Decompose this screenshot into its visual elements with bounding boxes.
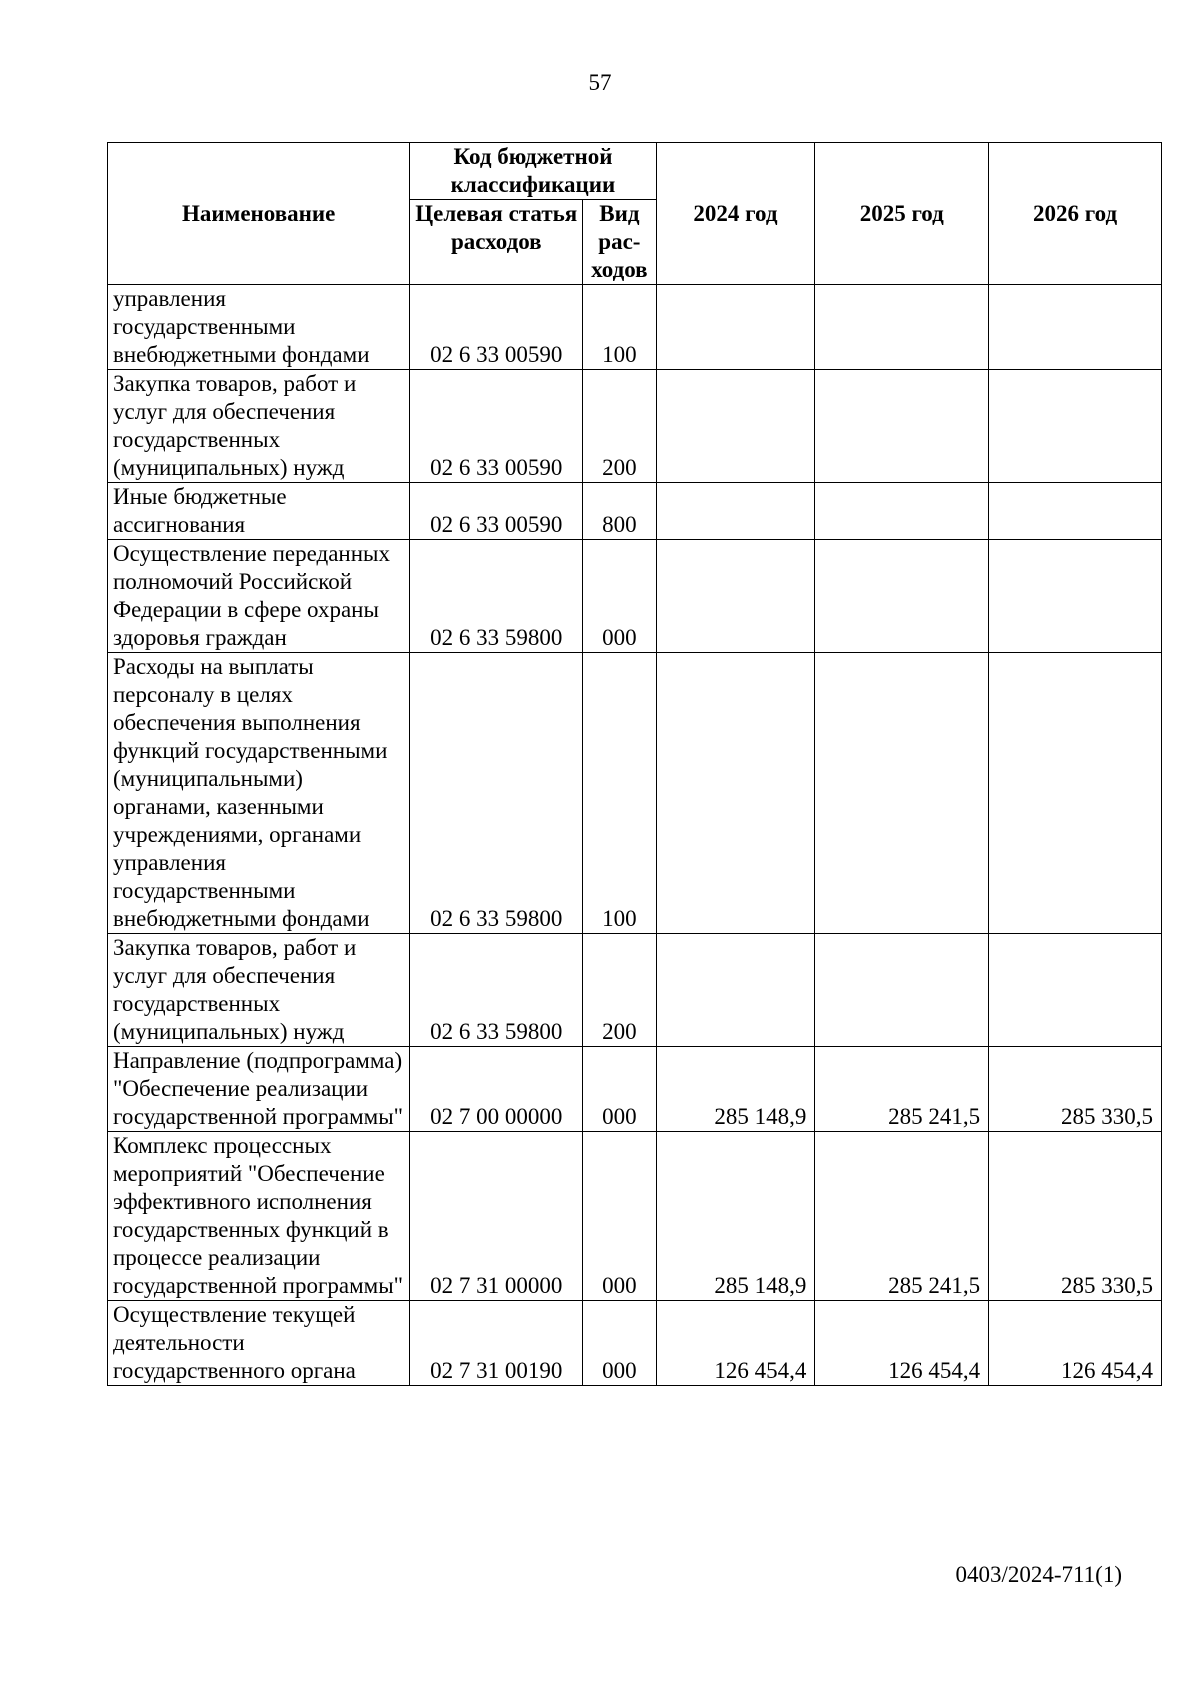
row-2025-cell [815,370,989,483]
row-2024-cell: 285 148,9 [656,1132,815,1301]
page-number: 57 [588,70,612,95]
row-2026-cell [989,483,1162,540]
row-2024-cell: 285 148,9 [656,1047,815,1132]
row-2026-cell [989,934,1162,1047]
table-body [108,285,1162,1386]
table-row [108,934,1162,1047]
row-2026-cell [989,540,1162,653]
document-number: 0403/2024-711(1) [955,1562,1122,1587]
row-expense-type-cell: 800 [583,483,656,540]
row-expense-type-cell: 200 [583,934,656,1047]
table-header [108,143,1162,285]
row-2024-cell [656,934,815,1047]
row-expense-type-cell: 000 [583,540,656,653]
row-target-article-cell: 02 6 33 59800 [410,653,583,934]
table-row [108,1047,1162,1132]
table-row [108,1132,1162,1301]
table-row [108,370,1162,483]
row-name-cell: Расходы на выплаты персоналу в целях обеспечения выполнения функций государственными (муниципальными) органами, казенными учреждениями, органами управления государственными внебюджетными фондами [108,653,410,934]
row-target-article-cell: 02 6 33 59800 [410,934,583,1047]
row-2025-cell: 285 241,5 [815,1047,989,1132]
row-target-article-cell: 02 6 33 00590 [410,370,583,483]
row-2024-cell [656,483,815,540]
row-name-cell: Осуществление текущей деятельности государственного органа [108,1301,410,1386]
row-target-article-cell: 02 6 33 00590 [410,483,583,540]
row-2025-cell [815,934,989,1047]
row-2025-cell [815,653,989,934]
header-year-2024: 2024 год [656,143,815,285]
row-name-cell: Закупка товаров, работ и услуг для обеспечения государственных (муниципальных) нужд [108,370,410,483]
row-expense-type-cell: 000 [583,1047,656,1132]
row-2026-cell: 126 454,4 [989,1301,1162,1386]
row-2024-cell: 126 454,4 [656,1301,815,1386]
table-row [108,483,1162,540]
row-2024-cell [656,370,815,483]
header-year-2025: 2025 год [815,143,989,285]
row-target-article-cell: 02 7 31 00190 [410,1301,583,1386]
row-expense-type-cell: 200 [583,370,656,483]
row-name-cell: управления государственными внебюджетными фондами [108,285,410,370]
row-2024-cell [656,653,815,934]
row-name-cell: Комплекс процессных мероприятий "Обеспечение эффективного исполнения государственных функций в процессе реализации государственной программы" [108,1132,410,1301]
row-2025-cell: 285 241,5 [815,1132,989,1301]
row-expense-type-cell: 000 [583,1301,656,1386]
row-2025-cell [815,540,989,653]
row-2024-cell [656,285,815,370]
row-target-article-cell: 02 6 33 59800 [410,540,583,653]
table-row [108,653,1162,934]
row-expense-type-cell: 000 [583,1132,656,1301]
row-2025-cell [815,483,989,540]
header-target-article: Целевая статья расходов [410,200,583,285]
row-expense-type-cell: 100 [583,285,656,370]
table-row [108,285,1162,370]
row-target-article-cell: 02 7 31 00000 [410,1132,583,1301]
row-expense-type-cell: 100 [583,653,656,934]
row-2026-cell [989,370,1162,483]
row-2026-cell: 285 330,5 [989,1132,1162,1301]
row-2025-cell: 126 454,4 [815,1301,989,1386]
row-2026-cell [989,285,1162,370]
budget-table [107,142,1162,1386]
row-target-article-cell: 02 6 33 00590 [410,285,583,370]
header-year-2026: 2026 год [989,143,1162,285]
header-code-group: Код бюджетной классификации [410,143,656,200]
table-row [108,1301,1162,1386]
header-expense-type: Вид рас-ходов [583,200,656,285]
row-2024-cell [656,540,815,653]
row-2026-cell: 285 330,5 [989,1047,1162,1132]
row-target-article-cell: 02 7 00 00000 [410,1047,583,1132]
row-name-cell: Осуществление переданных полномочий Российской Федерации в сфере охраны здоровья граждан [108,540,410,653]
row-2026-cell [989,653,1162,934]
row-name-cell: Направление (подпрограмма) "Обеспечение реализации государственной программы" [108,1047,410,1132]
row-2025-cell [815,285,989,370]
row-name-cell: Закупка товаров, работ и услуг для обеспечения государственных (муниципальных) нужд [108,934,410,1047]
row-name-cell: Иные бюджетные ассигнования [108,483,410,540]
header-name: Наименование [108,143,410,285]
table-row [108,540,1162,653]
